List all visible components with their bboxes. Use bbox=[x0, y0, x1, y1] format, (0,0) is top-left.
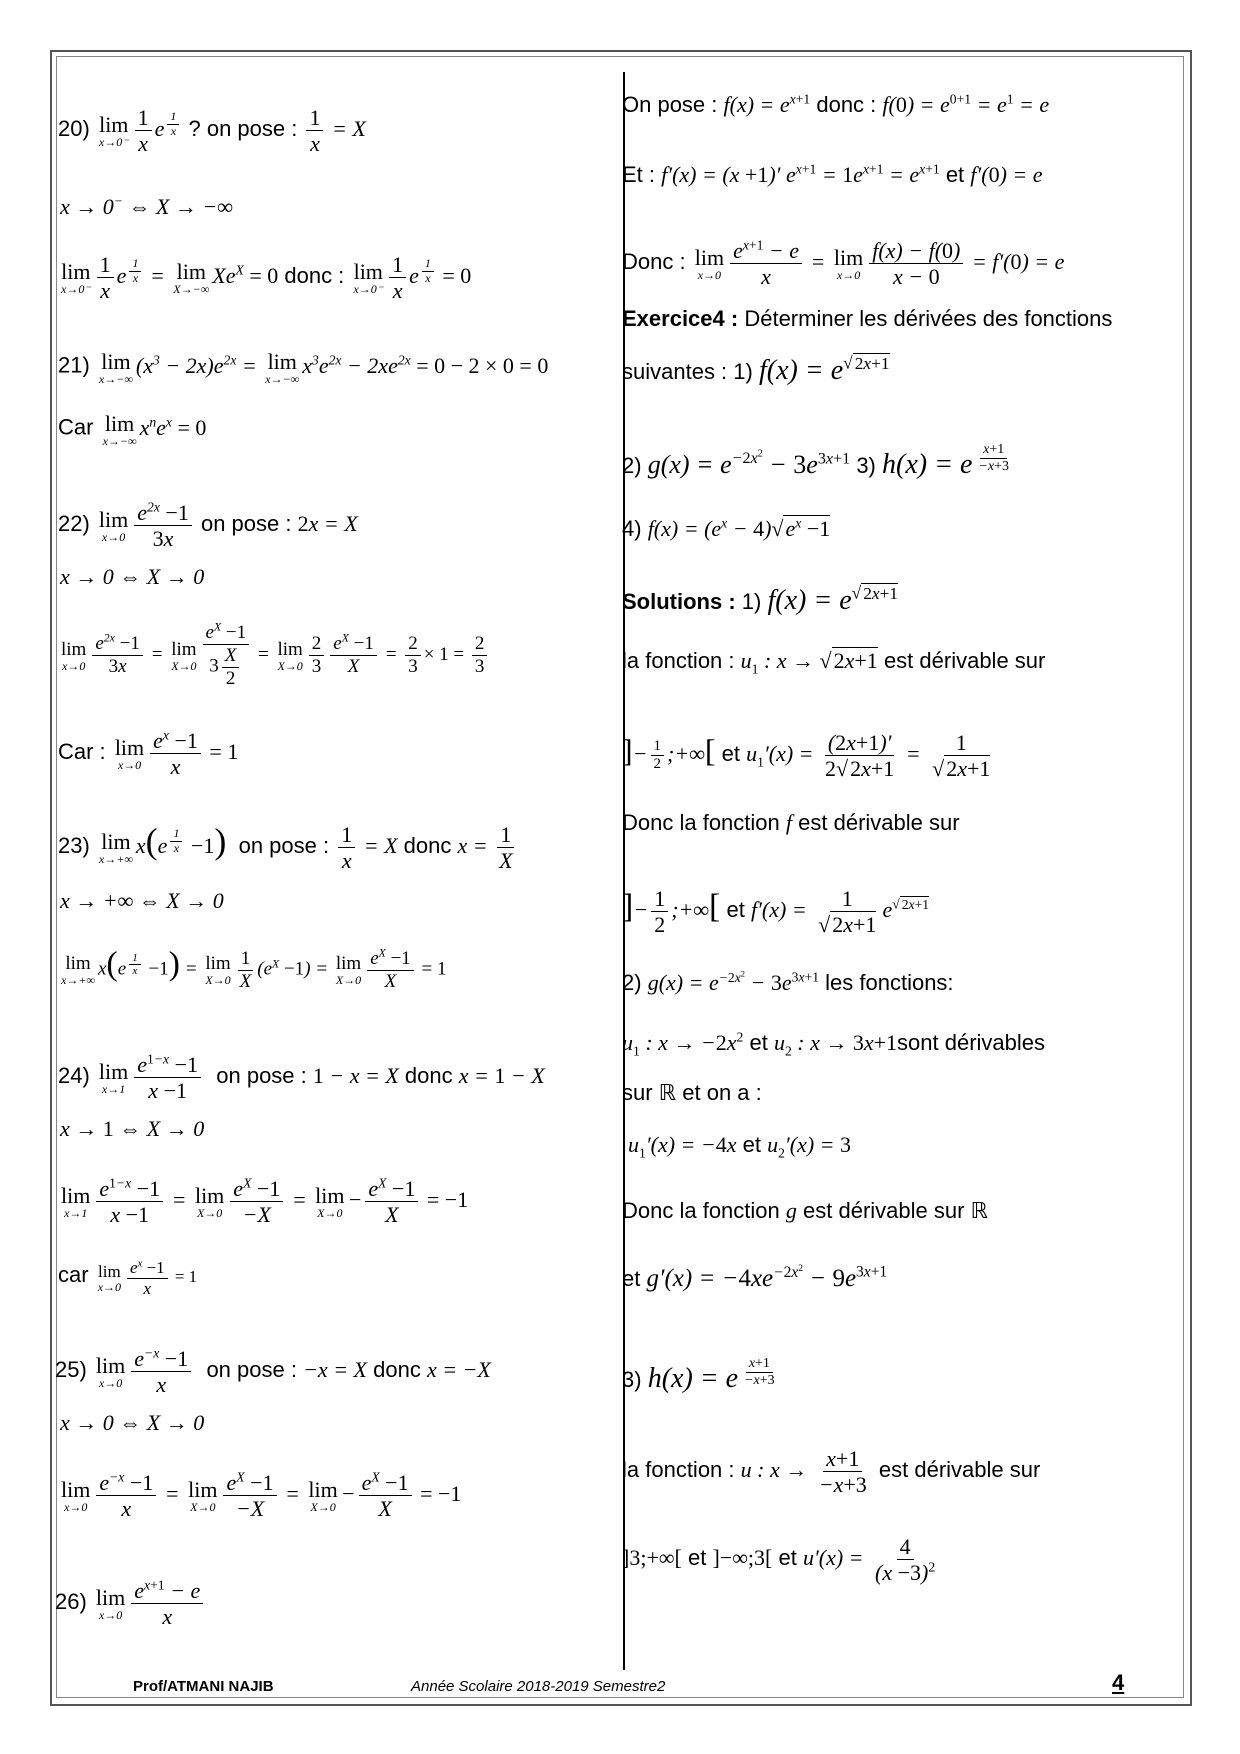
function-u: la fonction : u : x → $\frac{x+1}{-x+3}$ est dérivable sur bbox=[622, 1446, 1041, 1498]
exercise-4-g-h: 2) $g(x) = e^{-2x^2} - 3e^{3x+1}$ 3) h(x) = e $^{\frac{x+1}{-x+3}}$ bbox=[622, 442, 1009, 480]
result-22: lim x→0 $\frac{e^{2x} -1}{3x}$ = lim X→0 $e^X -1$ 3 $\frac{X}{2}$ = lim X→0 $\frac{2}{3}$ $\frac{e^X -1}{X}$ = $\frac{2}{3}$ × 1 = $\frac{2}{3}$ bbox=[58, 622, 490, 690]
item-26: 26) lim x→0 $\frac{e^{x+1} - e}{x}$ bbox=[55, 1578, 206, 1630]
result-25: lim x→0 $\frac{e^{-x} -1}{x}$ = lim X→0 $\frac{e^X -1}{-X}$ = lim X→0 − $\frac{e^X -1}{X}$ = −1 bbox=[61, 1469, 462, 1522]
u1-u2-functions: $u_1$ : $x \to -2x^2$ et $u_2$ : x → 3x+1sont dérivables bbox=[622, 1029, 1046, 1059]
result-23: lim x→+∞ x(e $^{\frac{1}{x}}$ −1) = lim X→0 $\frac{1}{X}$ $(e^X -1)$ = lim X→0 $\frac{e^X -1}{X}$ = 1 bbox=[61, 945, 447, 992]
car-21: Car lim x→−∞ $x^ne^x = 0$ bbox=[58, 411, 207, 449]
equivalence-22: x → 0 ⇔ X → 0 bbox=[60, 564, 205, 589]
equivalence-20: x → 0− ⇔ X → −∞ bbox=[60, 193, 233, 219]
item-24: 24) lim x→1 $\frac{e^{1-x} -1}{x -1}$ on pose : 1 − x = X donc x = 1 − X bbox=[58, 1051, 545, 1104]
exercise-4-title: Exercice4 : Déterminer les dérivées des fonctions bbox=[622, 306, 1113, 331]
exercise-4-f: suivantes : 1) $f(x) = e^{√ 2x+1}$ bbox=[622, 353, 890, 386]
equivalence-25: x → 0 ⇔ X → 0 bbox=[60, 1410, 205, 1435]
donc-g-derivable: Donc la fonction g est dérivable sur ℝ bbox=[622, 1198, 988, 1224]
item-21: 21) lim x→−∞ $(x^3 - 2x)e^{2x}$ = lim x→−∞ $x^3e^{2x} - 2xe^{2x} = 0 - 2 \times 0 = 0$ bbox=[58, 349, 549, 387]
u-derivative: ]3;+∞[ et ]−∞;3[ et u′(x) = $\frac{4}{(x -3)^2}$ bbox=[622, 1534, 936, 1586]
item-20: 20) lim x→0⁻ $\frac{1}{x}$ e $^{\frac{1}{x}}$ ? on pose : $\frac{1}{x}$ = X bbox=[58, 105, 366, 157]
u-derivatives: $u_1'(x) = -4x$ et $u_2'(x) = 3$ bbox=[628, 1132, 851, 1161]
u1-derivative: ]− $\frac{1}{2}$ ;+∞[ et $u_1'(x)$ = $\frac{(2x+1)'}{2√2x+1}$ = $\frac{1}{√2x+1}$ bbox=[622, 730, 991, 782]
result-20: lim x→0⁻ $\frac{1}{x}$ e $^{\frac{1}{x}}$ = lim X→−∞ $Xe^X = 0$ donc : lim x→0⁻ $\frac{1}{x}$ e $^{\frac{1}{x}}$ = 0 bbox=[61, 252, 472, 304]
solutions-1: Solutions : 1) $f(x) = e^{√ 2x+1}$ bbox=[622, 583, 899, 616]
solution-2: 2) $g(x) = e^{-2x^2} - 3e^{3x+1}$ les fonctions: bbox=[622, 968, 954, 995]
result-24: lim x→1 $\frac{e^{1-x} -1}{x -1}$ = lim X→0 $\frac{e^X -1}{-X}$ = lim X→0 − $\frac{e^X -1}{X}$ = −1 bbox=[61, 1175, 469, 1228]
exercise-4-f4: 4) $f(x) = (e^x - 4)√e^x -1$ bbox=[622, 515, 831, 541]
sur-r: sur ℝ et on a : bbox=[622, 1080, 762, 1106]
item-22: 22) lim x→0 $\frac{e^{2x} -1}{3x}$ on pose : 2x = X bbox=[58, 499, 358, 552]
function-u1: la fonction : $u_1$ : x → √2x+1 est dérivable sur bbox=[622, 648, 1046, 677]
equivalence-24: x → 1 ⇔ X → 0 bbox=[60, 1116, 205, 1141]
item-23: 23) lim x→+∞ x(e $^{\frac{1}{x}}$ −1) on pose : $\frac{1}{x}$ = X donc x = $\frac{1}{X}$ bbox=[58, 820, 513, 874]
on-pose-f: On pose : $f(x) = e^{x+1}$ donc : $f(0) = e^{0+1} = e^1 = e$ bbox=[622, 91, 1050, 117]
car-24: car lim x→0 $\frac{e^x -1}{x}$ = 1 bbox=[58, 1258, 198, 1298]
derivative-f: Et : f′(x) = (x +1)′ $e^{x+1} = 1e^{x+1} = e^{x+1}$ et f′(0) = e bbox=[622, 161, 1043, 187]
car-22: Car : lim x→0 $\frac{e^x -1}{x}$ = 1 bbox=[58, 727, 239, 780]
donc-f-derivable: Donc la fonction f est dérivable sur bbox=[622, 810, 960, 835]
footer-author: Prof/ATMANI NAJIB bbox=[133, 1678, 274, 1695]
g-prime: et $g'(x) = -4xe^{-2x^2} - 9e^{3x+1}$ bbox=[622, 1262, 888, 1292]
donc-limit: Donc : lim x→0 $\frac{e^{x+1} - e}{x}$ = lim x→0 $\frac{f(x) - f(0)}{x - 0}$ = f′(0) = e bbox=[622, 237, 1065, 290]
item-25: 25) lim x→0 $\frac{e^{-x} -1}{x}$ on pose : −x = X donc x = −X bbox=[55, 1345, 491, 1398]
equivalence-23: x → +∞ ⇔ X → 0 bbox=[60, 888, 224, 913]
footer-year: Année Scolaire 2018-2019 Semestre2 bbox=[411, 1678, 666, 1695]
solution-3: 3) h(x) = e $^{\frac{x+1}{-x+3}}$ bbox=[622, 1356, 775, 1394]
f-prime: ]− $\frac{1}{2}$ ;+∞[ et f′(x) = $\frac{1}{√2x+1}$ $e^{√ 2x+1}$ bbox=[622, 886, 930, 938]
page-number: 4 bbox=[1112, 1670, 1125, 1695]
